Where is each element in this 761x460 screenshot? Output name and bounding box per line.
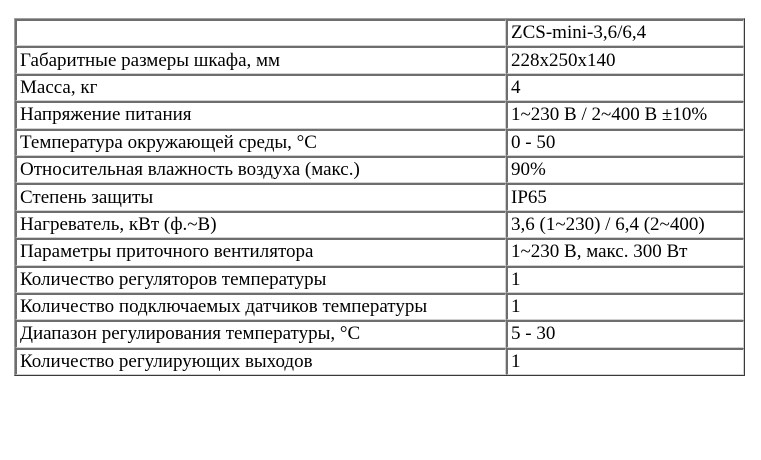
header-model-cell: ZCS-mini-3,6/6,4 — [506, 19, 744, 46]
table-header-row — [15, 19, 744, 46]
specifications-table — [14, 18, 745, 376]
value-cell: 1 — [506, 293, 744, 320]
table-row — [15, 348, 744, 375]
value-cell: 0 - 50 — [506, 129, 744, 156]
parameter-cell: Параметры приточного вентилятора — [15, 238, 506, 265]
parameter-cell: Нагреватель, кВт (ф.~В) — [15, 211, 506, 238]
parameter-cell: Количество регулирующих выходов — [15, 348, 506, 375]
parameter-cell: Степень защиты — [15, 183, 506, 210]
parameter-cell: Напряжение питания — [15, 101, 506, 128]
value-cell: 228x250x140 — [506, 46, 744, 73]
parameter-cell: Количество подключаемых датчиков температуры — [15, 293, 506, 320]
table-row — [15, 74, 744, 101]
parameter-cell: Габаритные размеры шкафа, мм — [15, 46, 506, 73]
parameter-cell: Диапазон регулирования температуры, °С — [15, 320, 506, 347]
table-row — [15, 46, 744, 73]
table-row — [15, 238, 744, 265]
value-cell: 3,6 (1~230) / 6,4 (2~400) — [506, 211, 744, 238]
value-cell: 90% — [506, 156, 744, 183]
parameter-cell: Температура окружающей среды, °С — [15, 129, 506, 156]
parameter-cell: Масса, кг — [15, 74, 506, 101]
value-cell: IP65 — [506, 183, 744, 210]
value-cell: 1 — [506, 266, 744, 293]
value-cell: 4 — [506, 74, 744, 101]
table-row — [15, 320, 744, 347]
table-row — [15, 211, 744, 238]
header-parameter-cell — [15, 19, 506, 46]
parameter-cell: Относительная влажность воздуха (макс.) — [15, 156, 506, 183]
table-row — [15, 293, 744, 320]
table-row — [15, 129, 744, 156]
value-cell: 5 - 30 — [506, 320, 744, 347]
table-row — [15, 183, 744, 210]
value-cell: 1~230 В, макс. 300 Вт — [506, 238, 744, 265]
table-row — [15, 156, 744, 183]
parameter-cell: Количество регуляторов температуры — [15, 266, 506, 293]
specifications-table-body — [15, 19, 744, 375]
value-cell: 1 — [506, 348, 744, 375]
value-cell: 1~230 В / 2~400 В ±10% — [506, 101, 744, 128]
table-row — [15, 101, 744, 128]
table-row — [15, 266, 744, 293]
